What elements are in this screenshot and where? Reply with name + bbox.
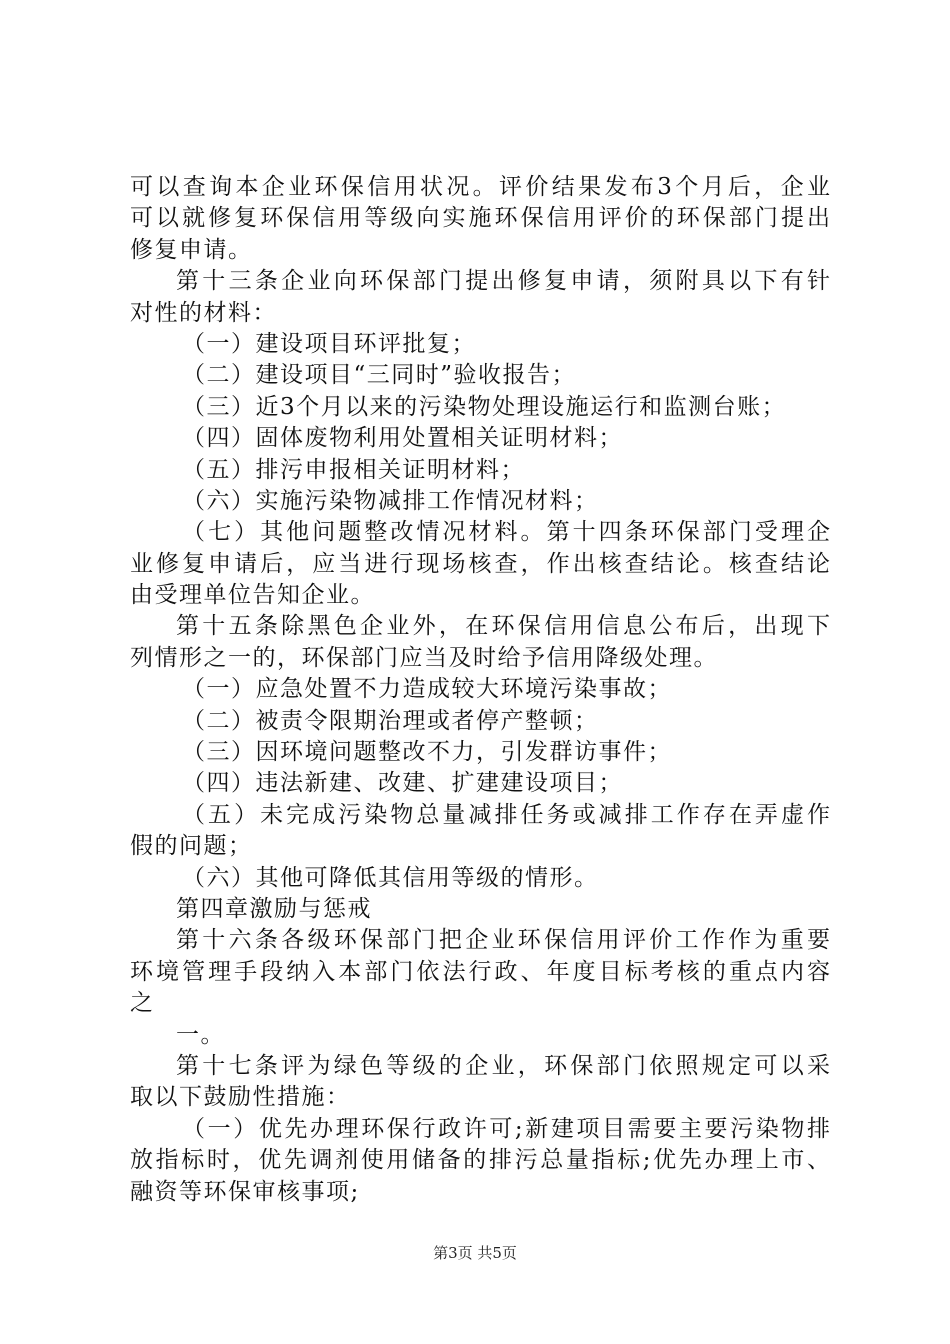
text-line: （一）应急处置不力造成较大环境污染事故； — [182, 676, 672, 703]
text-line: （三）因环境问题整改不力，引发群访事件； — [182, 739, 672, 766]
text-line: 环境管理手段纳入本部门依法行政、年度目标考核的重点内容 — [130, 958, 830, 985]
text-line: 对性的材料： — [130, 299, 277, 326]
text-line: 第十七条评为绿色等级的企业，环保部门依照规定可以采 — [176, 1052, 830, 1079]
document-body — [130, 172, 830, 1208]
text-line: 第四章激励与惩戒 — [176, 895, 372, 922]
text-line: 业修复申请后，应当进行现场核查，作出核查结论。核查结论 — [130, 550, 830, 577]
text-line: 由受理单位告知企业。 — [130, 582, 375, 609]
text-line: （三）近3个月以来的污染物处理设施运行和监测台账； — [182, 393, 787, 420]
text-line: 放指标时，优先调剂使用储备的排污总量指标;优先办理上市、 — [130, 1147, 830, 1174]
text-line: （六）实施污染物减排工作情况材料； — [182, 487, 599, 514]
text-line: 取以下鼓励性措施： — [130, 1084, 351, 1111]
text-line: 第十三条企业向环保部门提出修复申请，须附具以下有针 — [176, 268, 830, 295]
text-line: （四）违法新建、改建、扩建建设项目； — [182, 770, 623, 797]
text-line: （二）建设项目“三同时”验收报告； — [182, 362, 577, 389]
page-footer: 第3页 共5页 — [433, 1244, 517, 1262]
text-line: 列情形之一的，环保部门应当及时给予信用降级处理。 — [130, 644, 718, 671]
text-line: （一）建设项目环评批复； — [182, 330, 476, 357]
text-line: （四）固体废物利用处置相关证明材料； — [182, 425, 623, 452]
text-line: 修复申请。 — [130, 236, 253, 263]
text-line: （六）其他可降低其信用等级的情形。 — [182, 864, 599, 891]
text-line: （七）其他问题整改情况材料。第十四条环保部门受理企 — [182, 519, 830, 546]
text-line: 第十六条各级环保部门把企业环保信用评价工作作为重要 — [176, 927, 830, 954]
text-line: 可以就修复环保信用等级向实施环保信用评价的环保部门提出 — [130, 205, 830, 232]
text-line: （五）排污申报相关证明材料； — [182, 456, 525, 483]
text-line: （二）被责令限期治理或者停产整顿； — [182, 707, 599, 734]
text-line: 融资等环保审核事项; — [130, 1178, 360, 1205]
text-line: （一）优先办理环保行政许可;新建项目需要主要污染物排 — [182, 1115, 830, 1142]
text-line: 第十五条除黑色企业外，在环保信用信息公布后，出现下 — [176, 613, 830, 640]
text-line: 可以查询本企业环保信用状况。评价结果发布3个月后，企业 — [130, 174, 830, 200]
text-line: 一。 — [176, 1021, 225, 1048]
text-line: （五）未完成污染物总量减排任务或减排工作存在弄虚作 — [182, 801, 830, 828]
text-line: 之 — [130, 990, 155, 1017]
text-line: 假的问题； — [130, 833, 253, 860]
